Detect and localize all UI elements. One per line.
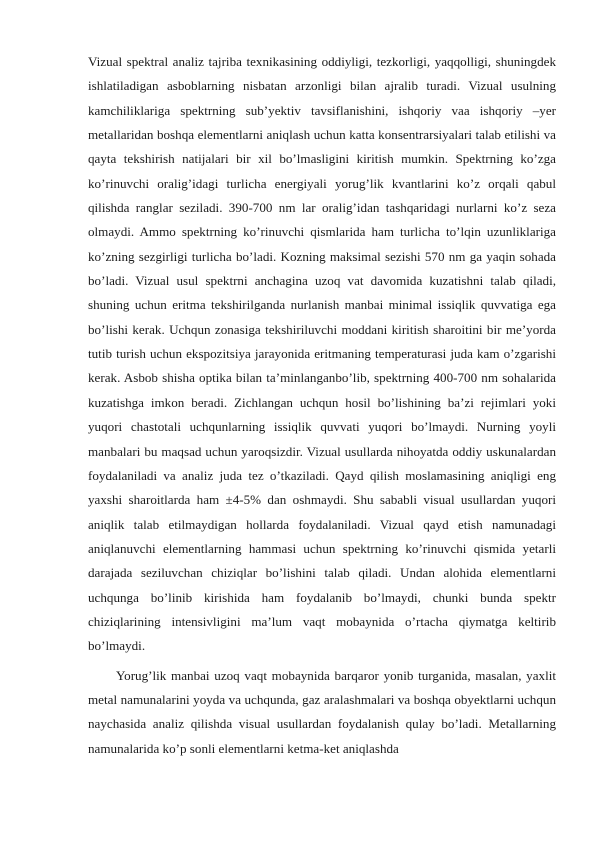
paragraph-light-source: Yorug’lik manbai uzoq vaqt mobaynida barqaror yonib turganida, masalan, yaxlit metal namunalarini yoyda va uchqunda, gaz aralashmalari va boshqa obyektlarni uchqun naychasida analiz qilishda visual usullardan foydalanish qulay bo’ladi. Metallarning namunalarida ko’p sonli elementlarni ketma-ket aniqlashda: [88, 667, 556, 756]
document-page: [88, 50, 556, 761]
paragraph-visual-spectral-analysis: Vizual spektral analiz tajriba texnikasining oddiyligi, tezkorligi, yaqqolligi, shuningdek ishlatiladigan asboblarning nisbatan arzonligi bilan ajralib turadi. Vizual usulning kamchiliklariga spektrning sub’yektiv tavsiflanishini, ishqoriy vaa ishqoriy –yer metallaridan boshqa elementlarni aniqlash uchun katta konsentrarsiyalari talab etilishi va qayta tekshirish natijalari bir xil bo’lmasligini kiritish mumkin. Spektrning ko’zga ko’rinuvchi oralig’idagi turlicha energiyali yorug’lik kvantlarini ko’z orqali qabul qilishda ranglar seziladi. 390-700 nm lar oralig’idan tashqaridagi nurlarni ko’z seza olmaydi. Ammo spektrning ko’rinuvchi qismlarida ham turlicha to’lqin uzunliklariga ko’zning sezgirligi turlicha bo’ladi. Kozning maksimal sezishi 570 nm ga yaqin sohada bo’ladi. Vizual usul spektrni anchagina uzoq vat davomida kuzatishni talab qiladi, shuning uchun eritma tekshirilganda nurlanish manbai minimal issiqlik quvvatiga ega bo’lishi kerak. Uchqun zonasiga tekshiriluvchi moddani kiritish sharoitini bir me’yorda tutib turish uchun ekspozitsiya jarayonida eritmaning temperaturasi juda kam o’zgarishi kerak. Asbob shisha optika bilan ta’minlanganbo’lib, spektrning 400-700 nm sohalarida kuzatishga imkon beradi. Zichlangan uchqun hosil bo’lishining ba’zi rejimlari yoki yuqori chastotali uchqunlarning issiqlik quvvati yuqori bo’lmaydi. Nurning yoyli manbalari bu maqsad uchun yaroqsizdir. Vizual usullarda nihoyatda oddiy uskunalardan foydalaniladi va analiz juda tez o’tkaziladi. Qayd qilish moslamasining aniqligi eng yaxshi sharoitlarda ham ±4-5% dan oshmaydi. Shu sababli visual usullardan yuqori aniqlik talab etilmaydigan hollarda foydalaniladi. Vizual qayd etish namunadagi aniqlanuvchi elementlarning hammasi uchun spektrning ko’rinuvchi qismida yetarli darajada seziluvchan chiziqlar bo’lishini talab qiladi. Undan alohida elementlarni uchqunga bo’linib kirishida ham foydalanib bo’lmaydi, chunki bunda spektr chiziqlarining intensivligini ma’lum vaqt mobaynida o’rtacha qiymatga keltirib bo’lmaydi.: [88, 54, 556, 654]
